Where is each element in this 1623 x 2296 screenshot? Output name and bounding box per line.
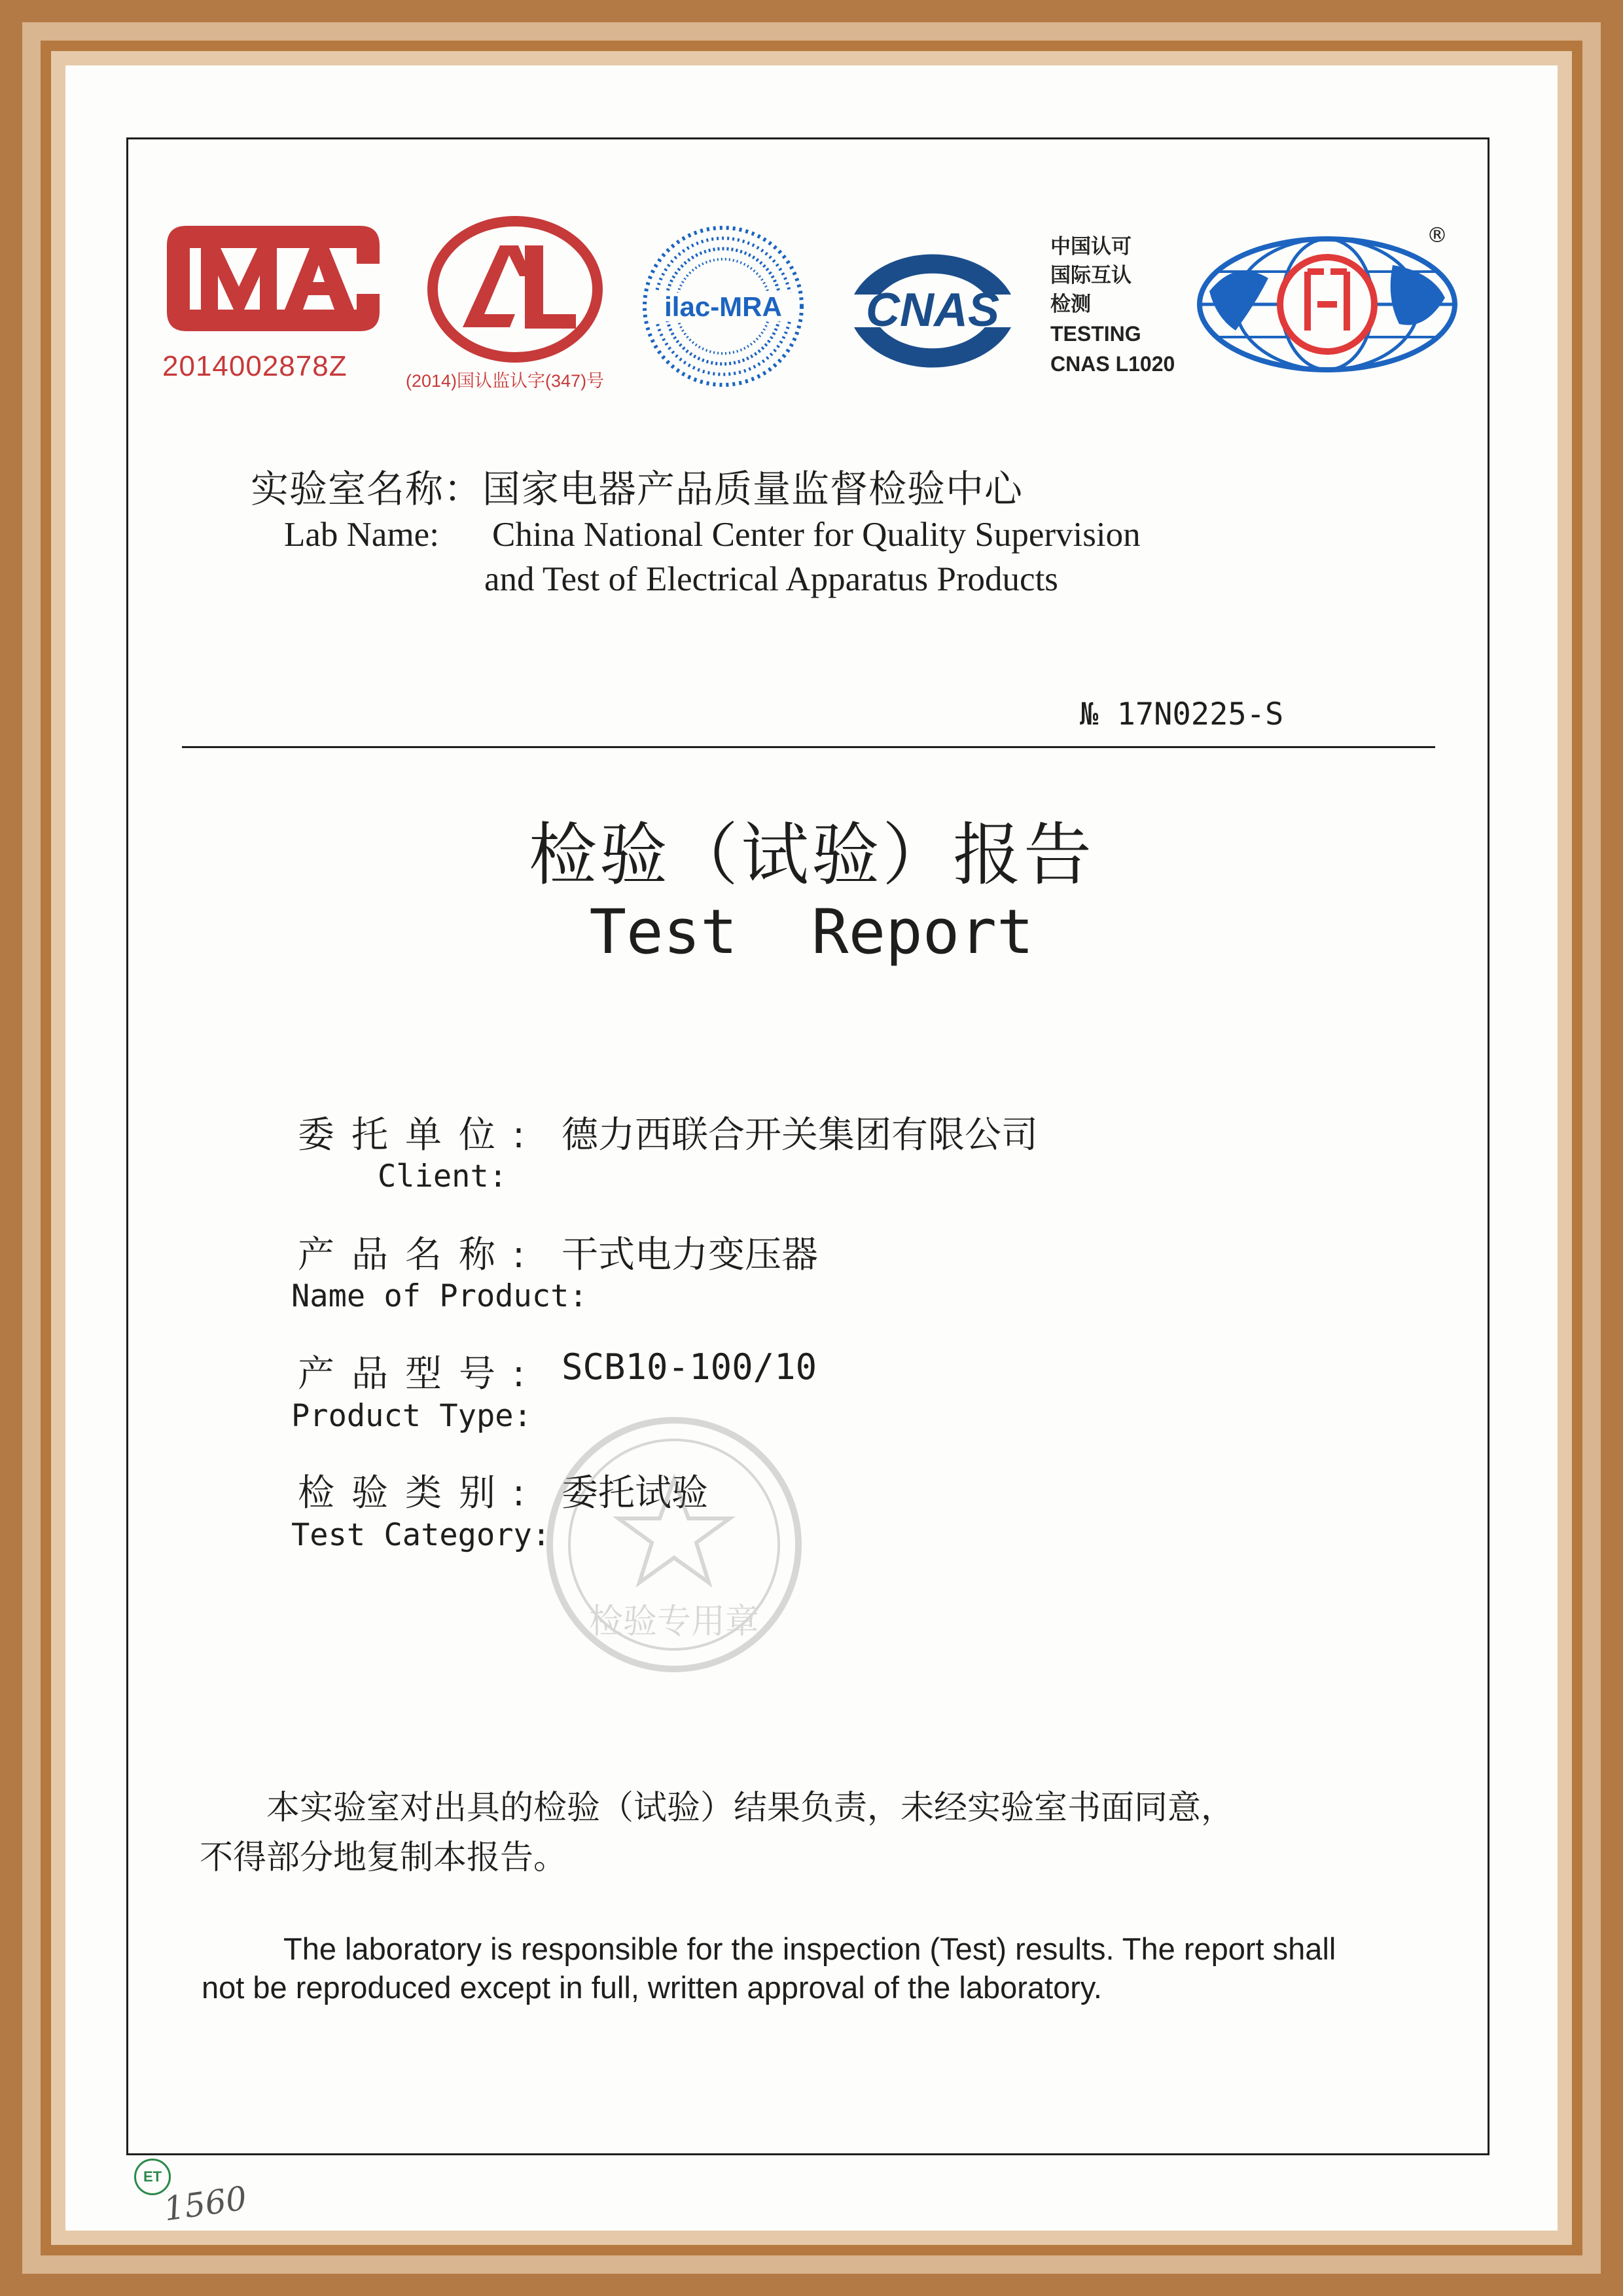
lab-name-en-label: Lab Name:	[284, 516, 439, 554]
product-type-label-en: Product Type:	[291, 1398, 532, 1434]
client-label-en: Client:	[378, 1158, 508, 1194]
lab-name-en-line-1: China National Center for Quality Supervision	[492, 516, 1141, 554]
globe-emblem-logo	[1196, 223, 1471, 376]
cnas-cn-line-3: 检测	[1050, 293, 1091, 316]
cnas-cn-text	[1050, 232, 1132, 319]
svg-text:ilac-MRA: ilac-MRA	[664, 291, 782, 322]
et-mark-icon: ET	[134, 2159, 171, 2195]
test-category-value: 委托试验	[562, 1472, 708, 1515]
test-category-label-cn: 检验类别:	[298, 1472, 542, 1515]
cnas-logo	[834, 236, 1031, 383]
cal-logo	[427, 216, 603, 363]
client-value: 德力西联合开关集团有限公司	[562, 1114, 1038, 1157]
cal-number: (2014)国认监认字(347)号	[406, 371, 605, 391]
product-type-value: SCB10-100/10	[562, 1346, 817, 1388]
report-title-cn: 检验（试验）报告	[528, 815, 1094, 895]
product-name-label-en: Name of Product:	[291, 1278, 588, 1314]
cma-number: 2014002878Z	[162, 350, 348, 382]
report-number: № 17N0225-S	[1080, 696, 1284, 732]
cnas-en-text	[1050, 319, 1175, 379]
disclaimer-cn-line-2: 不得部分地复制本报告。	[200, 1839, 567, 1877]
product-name-label-cn: 产品名称:	[298, 1234, 542, 1276]
disclaimer-en-line-2: not be reproduced except in full, written approval of the laboratory.	[202, 1970, 1102, 2005]
seal-text: 检验专用章	[588, 1602, 760, 1641]
client-label-cn: 委托单位:	[298, 1114, 542, 1157]
cnas-cn-line-1: 中国认可	[1050, 235, 1132, 259]
report-title-en: Test Report	[589, 897, 1034, 968]
header-divider	[182, 746, 1435, 748]
disclaimer-en-line-1: The laboratory is responsible for the inspection (Test) results. The report shall	[283, 1931, 1336, 1966]
inspection-seal	[537, 1407, 812, 1685]
handwritten-number: 1560	[161, 2179, 249, 2229]
lab-name-cn: 实验室名称：国家电器产品质量监督检验中心	[251, 467, 1024, 511]
lab-name-en-line-2: and Test of Electrical Apparatus Products	[484, 560, 1058, 598]
cnas-en-line-1: TESTING	[1050, 322, 1141, 346]
test-category-label-en: Test Category:	[291, 1517, 551, 1553]
cnas-cn-line-2: 国际互认	[1050, 264, 1132, 287]
registered-mark: ®	[1427, 223, 1448, 247]
product-name-value: 干式电力变压器	[562, 1234, 818, 1276]
product-type-label-cn: 产品型号:	[298, 1353, 542, 1395]
disclaimer-cn-line-1: 本实验室对出具的检验（试验）结果负责，未经实验室书面同意，	[266, 1789, 1235, 1827]
svg-text:CNAS: CNAS	[865, 284, 1000, 336]
ilac-mra-logo	[641, 224, 805, 388]
cma-logo	[160, 218, 386, 339]
cnas-en-line-2: CNAS L1020	[1050, 352, 1175, 376]
